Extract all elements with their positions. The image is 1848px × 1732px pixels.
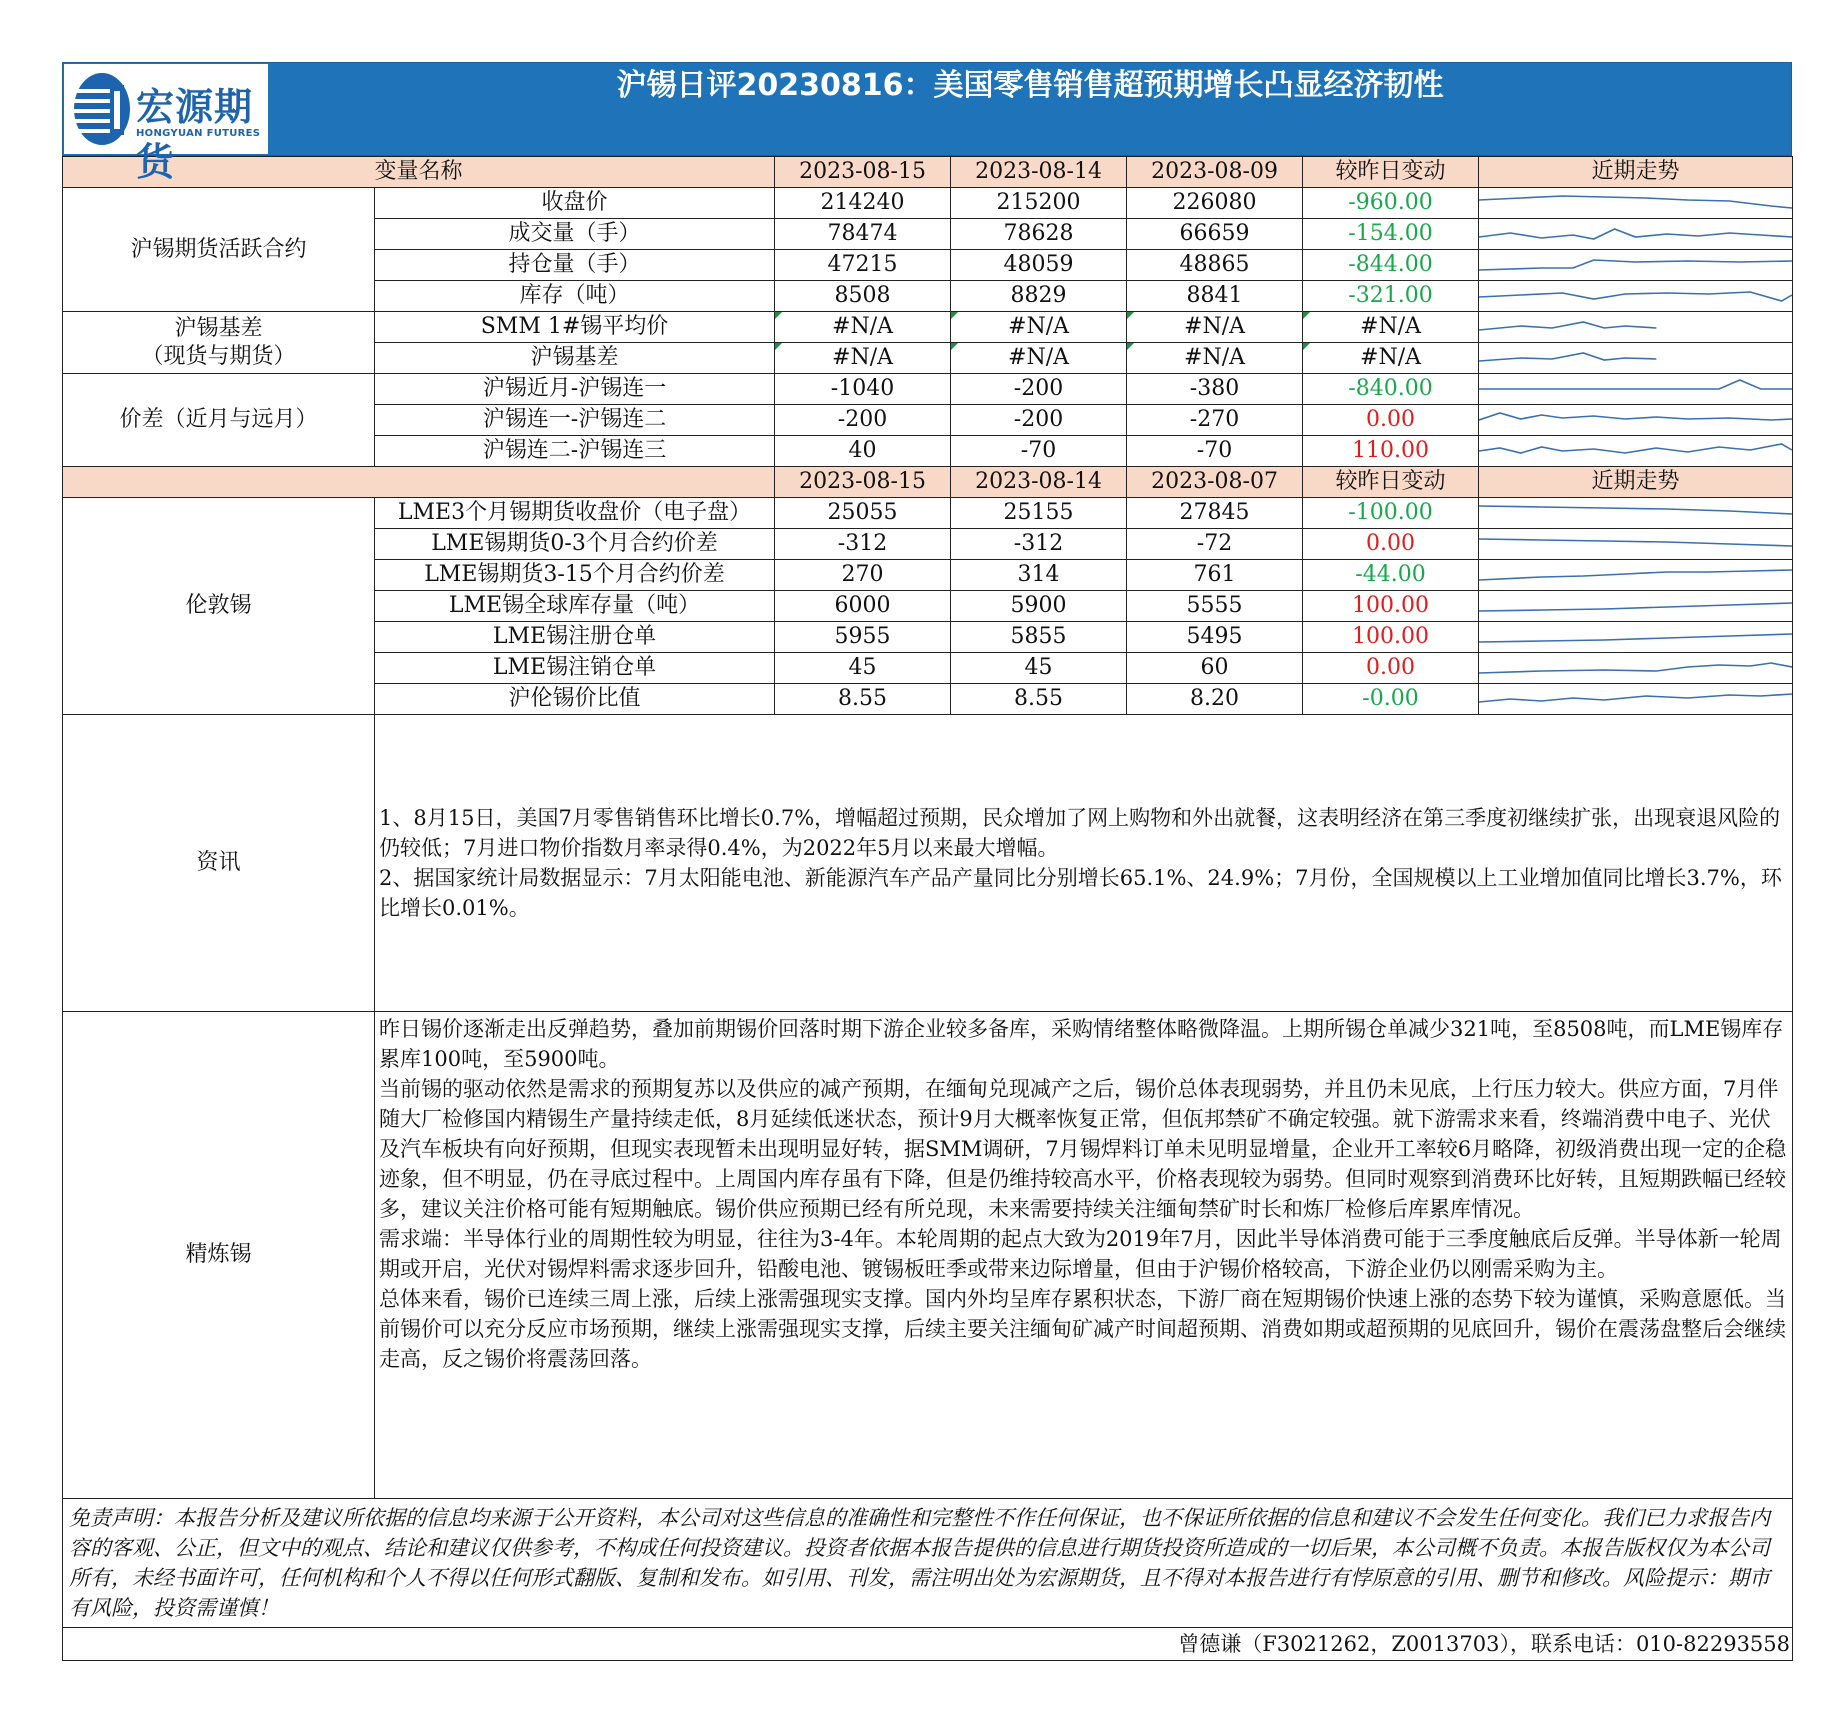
value-date-2: 8.55	[951, 684, 1127, 715]
news-content	[375, 715, 1793, 1012]
sparkline-chart	[1479, 250, 1792, 280]
data-table	[62, 156, 1793, 1661]
variable-name: LME锡全球库存量（吨）	[375, 591, 775, 622]
change-value: -960.00	[1303, 188, 1479, 219]
value-date-2: -200	[951, 374, 1127, 405]
analysis-paragraph: 需求端：半导体行业的周期性较为明显，往往为3-4年。本轮周期的起点大致为2019年7月，因此半导体消费可能于三季度触底后反弹。半导体新一轮周期或开启，光伏对锡焊料需求逐步回升，铅酸电池、镀锡板旺季或带来边际增量，但由于沪锡价格较高，下游企业仍以刚需采购为主。	[379, 1227, 1782, 1281]
header-date-1: 2023-08-15	[775, 157, 951, 188]
sparkline-chart	[1479, 436, 1792, 466]
company-logo	[64, 64, 268, 184]
trend-sparkline	[1479, 312, 1793, 343]
change-value: 0.00	[1303, 529, 1479, 560]
value-date-3: 761	[1127, 560, 1303, 591]
value-date-1: 8508	[775, 281, 951, 312]
sparkline-chart	[1479, 405, 1792, 435]
report-title: 沪锡日评20230816：美国零售销售超预期增长凸显经济韧性	[616, 68, 1444, 103]
value-date-1: 214240	[775, 188, 951, 219]
sparkline-chart	[1479, 343, 1792, 373]
header-date-2: 2023-08-14	[951, 157, 1127, 188]
variable-name: 沪锡连一-沪锡连二	[375, 405, 775, 436]
value-date-3: 226080	[1127, 188, 1303, 219]
footer-row	[63, 1628, 1793, 1661]
value-date-1: 270	[775, 560, 951, 591]
value-date-2: 215200	[951, 188, 1127, 219]
value-date-2: 5855	[951, 622, 1127, 653]
change-value: -840.00	[1303, 374, 1479, 405]
sparkline-chart	[1479, 529, 1792, 559]
value-date-3: -380	[1127, 374, 1303, 405]
change-value: 100.00	[1303, 591, 1479, 622]
group-label-basis-line1: 沪锡基差	[174, 315, 263, 341]
value-date-3: -70	[1127, 436, 1303, 467]
trend-sparkline	[1479, 374, 1793, 405]
news-label: 资讯	[63, 715, 375, 1012]
variable-name: LME锡注销仓单	[375, 653, 775, 684]
sparkline-chart	[1479, 312, 1792, 342]
value-date-2: 48059	[951, 250, 1127, 281]
variable-name: LME锡期货3-15个月合约价差	[375, 560, 775, 591]
analysis-paragraph: 昨日锡价逐渐走出反弹趋势，叠加前期锡价回落时期下游企业较多备库，采购情绪整体略微降温。上期所锡仓单减少321吨，至8508吨，而LME锡库存累库100吨，至5900吨。	[379, 1017, 1784, 1071]
header-date-3: 2023-08-09	[1127, 157, 1303, 188]
value-date-3: -270	[1127, 405, 1303, 436]
header-trend: 近期走势	[1479, 467, 1793, 498]
value-date-3: 48865	[1127, 250, 1303, 281]
value-date-2: 314	[951, 560, 1127, 591]
group-label-spread: 价差（近月与远月）	[63, 374, 375, 467]
header-date-1: 2023-08-15	[775, 467, 951, 498]
trend-sparkline	[1479, 343, 1793, 374]
variable-name: 沪锡基差	[375, 343, 775, 374]
table2-header-row	[63, 467, 1793, 498]
variable-name: 沪伦锡价比值	[375, 684, 775, 715]
sparkline-chart	[1479, 188, 1792, 218]
value-date-1: 5955	[775, 622, 951, 653]
value-date-1: 47215	[775, 250, 951, 281]
group-label-active-contract: 沪锡期货活跃合约	[63, 188, 375, 312]
group-label-basis	[63, 312, 375, 374]
report-sheet	[62, 62, 1792, 1661]
value-date-2: #N/A	[951, 312, 1127, 343]
trend-sparkline	[1479, 250, 1793, 281]
change-value: -100.00	[1303, 498, 1479, 529]
trend-sparkline	[1479, 529, 1793, 560]
value-date-1: -200	[775, 405, 951, 436]
change-value: 0.00	[1303, 653, 1479, 684]
change-value: -154.00	[1303, 219, 1479, 250]
sparkline-chart	[1479, 560, 1792, 590]
analysis-row	[63, 1012, 1793, 1499]
variable-name: 成交量（手）	[375, 219, 775, 250]
value-date-2: -70	[951, 436, 1127, 467]
value-date-1: 6000	[775, 591, 951, 622]
analysis-paragraph: 当前锡的驱动依然是需求的预期复苏以及供应的减产预期，在缅甸兑现减产之后，锡价总体表现弱势，并且仍未见底，上行压力较大。供应方面，7月伴随大厂检修国内精锡生产量持续走低，8月延续低迷状态，预计9月大概率恢复正常，但佤邦禁矿不确定较强。就下游需求来看，终端消费中电子、光伏及汽车板块有向好预期，但现实表现暂未出现明显好转，据SMM调研，7月锡焊料订单未见明显增量，企业开工率较6月略降，初级消费出现一定的企稳迹象，但不明显，仍在寻底过程中。上周国内库存虽有下降，但是仍维持较高水平，价格表现较为弱势。但同时观察到消费环比好转，且短期跌幅已经较多，建议关注价格可能有短期触底。锡价供应预期已经有所兑现，未来需要持续关注缅甸禁矿时长和炼厂检修后库累库情况。	[379, 1077, 1787, 1221]
value-date-1: 25055	[775, 498, 951, 529]
news-item: 2、据国家统计局数据显示：7月太阳能电池、新能源汽车产品产量同比分别增长65.1%、24.9%；7月份，全国规模以上工业增加值同比增长3.7%，环比增长0.01%。	[379, 866, 1782, 920]
header-date-3: 2023-08-07	[1127, 467, 1303, 498]
value-date-3: #N/A	[1127, 343, 1303, 374]
sparkline-chart	[1479, 653, 1792, 683]
group-label-london-tin: 伦敦锡	[63, 498, 375, 715]
disclaimer-text: 免责声明：本报告分析及建议所依据的信息均来源于公开资料，本公司对这些信息的准确性和完整性不作任何保证，也不保证所依据的信息和建议不会发生任何变化。我们已力求报告内容的客观、公正，但文中的观点、结论和建议仅供参考，不构成任何投资建议。投资者依据本报告提供的信息进行期货投资所造成的一切后果，本公司概不负责。本报告版权仅为本公司所有，未经书面许可，任何机构和个人不得以任何形式翻版、复制和发布。如引用、刊发，需注明出处为宏源期货，且不得对本报告进行有悖原意的引用、删节和修改。风险提示：期市有风险，投资需谨慎！	[63, 1499, 1793, 1628]
value-date-3: 60	[1127, 653, 1303, 684]
sparkline-chart	[1479, 622, 1792, 652]
variable-name: 库存（吨）	[375, 281, 775, 312]
news-item: 1、8月15日，美国7月零售销售环比增长0.7%，增幅超过预期，民众增加了网上购物和外出就餐，这表明经济在第三季度初继续扩张，出现衰退风险的仍较低；7月进口物价指数月率录得0.4%，为2022年5月以来最大增幅。	[379, 806, 1781, 860]
value-date-1: #N/A	[775, 312, 951, 343]
value-date-1: #N/A	[775, 343, 951, 374]
trend-sparkline	[1479, 281, 1793, 312]
change-value: #N/A	[1303, 343, 1479, 374]
value-date-2: #N/A	[951, 343, 1127, 374]
trend-sparkline	[1479, 560, 1793, 591]
group-label-basis-line2: （现货与期货）	[141, 343, 296, 369]
table-row	[63, 188, 1793, 219]
analysis-label: 精炼锡	[63, 1012, 375, 1499]
news-row	[63, 715, 1793, 1012]
change-value: -321.00	[1303, 281, 1479, 312]
variable-name: 持仓量（手）	[375, 250, 775, 281]
sparkline-chart	[1479, 281, 1792, 311]
sparkline-chart	[1479, 591, 1792, 621]
value-date-2: -200	[951, 405, 1127, 436]
value-date-3: 27845	[1127, 498, 1303, 529]
trend-sparkline	[1479, 219, 1793, 250]
change-value: 0.00	[1303, 405, 1479, 436]
change-value: -844.00	[1303, 250, 1479, 281]
value-date-3: -72	[1127, 529, 1303, 560]
sparkline-chart	[1479, 684, 1792, 714]
trend-sparkline	[1479, 591, 1793, 622]
value-date-3: 5555	[1127, 591, 1303, 622]
value-date-1: 45	[775, 653, 951, 684]
table-row	[63, 498, 1793, 529]
header-date-2: 2023-08-14	[951, 467, 1127, 498]
value-date-1: -1040	[775, 374, 951, 405]
header-variable-name: 变量名称	[63, 157, 775, 188]
trend-sparkline	[1479, 653, 1793, 684]
table-row	[63, 312, 1793, 343]
trend-sparkline	[1479, 188, 1793, 219]
variable-name: LME锡期货0-3个月合约价差	[375, 529, 775, 560]
header-change: 较昨日变动	[1303, 467, 1479, 498]
value-date-3: 5495	[1127, 622, 1303, 653]
value-date-2: 8829	[951, 281, 1127, 312]
value-date-3: 8841	[1127, 281, 1303, 312]
variable-name: SMM 1#锡平均价	[375, 312, 775, 343]
value-date-1: 8.55	[775, 684, 951, 715]
disclaimer-row	[63, 1499, 1793, 1628]
sparkline-chart	[1479, 498, 1792, 528]
value-date-2: -312	[951, 529, 1127, 560]
analysis-paragraph: 总体来看，锡价已连续三周上涨，后续上涨需强现实支撑。国内外均呈库存累积状态，下游厂商在短期锡价快速上涨的态势下较为谨慎，采购意愿低。当前锡价可以充分反应市场预期，继续上涨需强现实支撑，后续主要关注缅甸矿减产时间超预期、消费如期或超预期的见底回升，锡价在震荡盘整后会继续走高，反之锡价将震荡回落。	[379, 1287, 1786, 1371]
value-date-1: 40	[775, 436, 951, 467]
change-value: -44.00	[1303, 560, 1479, 591]
header-trend: 近期走势	[1479, 157, 1793, 188]
table1-header-row	[63, 157, 1793, 188]
header-change: 较昨日变动	[1303, 157, 1479, 188]
change-value: -0.00	[1303, 684, 1479, 715]
analyst-contact: 曾德谦（F3021262，Z0013703），联系电话：010-82293558	[63, 1628, 1793, 1661]
variable-name: 沪锡近月-沪锡连一	[375, 374, 775, 405]
trend-sparkline	[1479, 405, 1793, 436]
variable-name: LME锡注册仓单	[375, 622, 775, 653]
logo-subtitle: HONGYUAN FUTURES	[136, 128, 261, 139]
change-value: 100.00	[1303, 622, 1479, 653]
trend-sparkline	[1479, 498, 1793, 529]
value-date-3: 8.20	[1127, 684, 1303, 715]
analysis-content	[375, 1012, 1793, 1499]
trend-sparkline	[1479, 622, 1793, 653]
value-date-3: #N/A	[1127, 312, 1303, 343]
value-date-1: -312	[775, 529, 951, 560]
value-date-3: 66659	[1127, 219, 1303, 250]
variable-name: 收盘价	[375, 188, 775, 219]
change-value: 110.00	[1303, 436, 1479, 467]
logo-text: 宏源期货	[136, 85, 254, 184]
variable-name: 沪锡连二-沪锡连三	[375, 436, 775, 467]
table-row	[63, 374, 1793, 405]
value-date-1: 78474	[775, 219, 951, 250]
sparkline-chart	[1479, 374, 1792, 404]
change-value: #N/A	[1303, 312, 1479, 343]
value-date-2: 25155	[951, 498, 1127, 529]
value-date-2: 45	[951, 653, 1127, 684]
trend-sparkline	[1479, 684, 1793, 715]
variable-name: LME3个月锡期货收盘价（电子盘）	[375, 498, 775, 529]
sparkline-chart	[1479, 219, 1792, 249]
header-blank	[63, 467, 775, 498]
trend-sparkline	[1479, 436, 1793, 467]
value-date-2: 78628	[951, 219, 1127, 250]
value-date-2: 5900	[951, 591, 1127, 622]
logo-emblem-icon	[70, 69, 134, 149]
